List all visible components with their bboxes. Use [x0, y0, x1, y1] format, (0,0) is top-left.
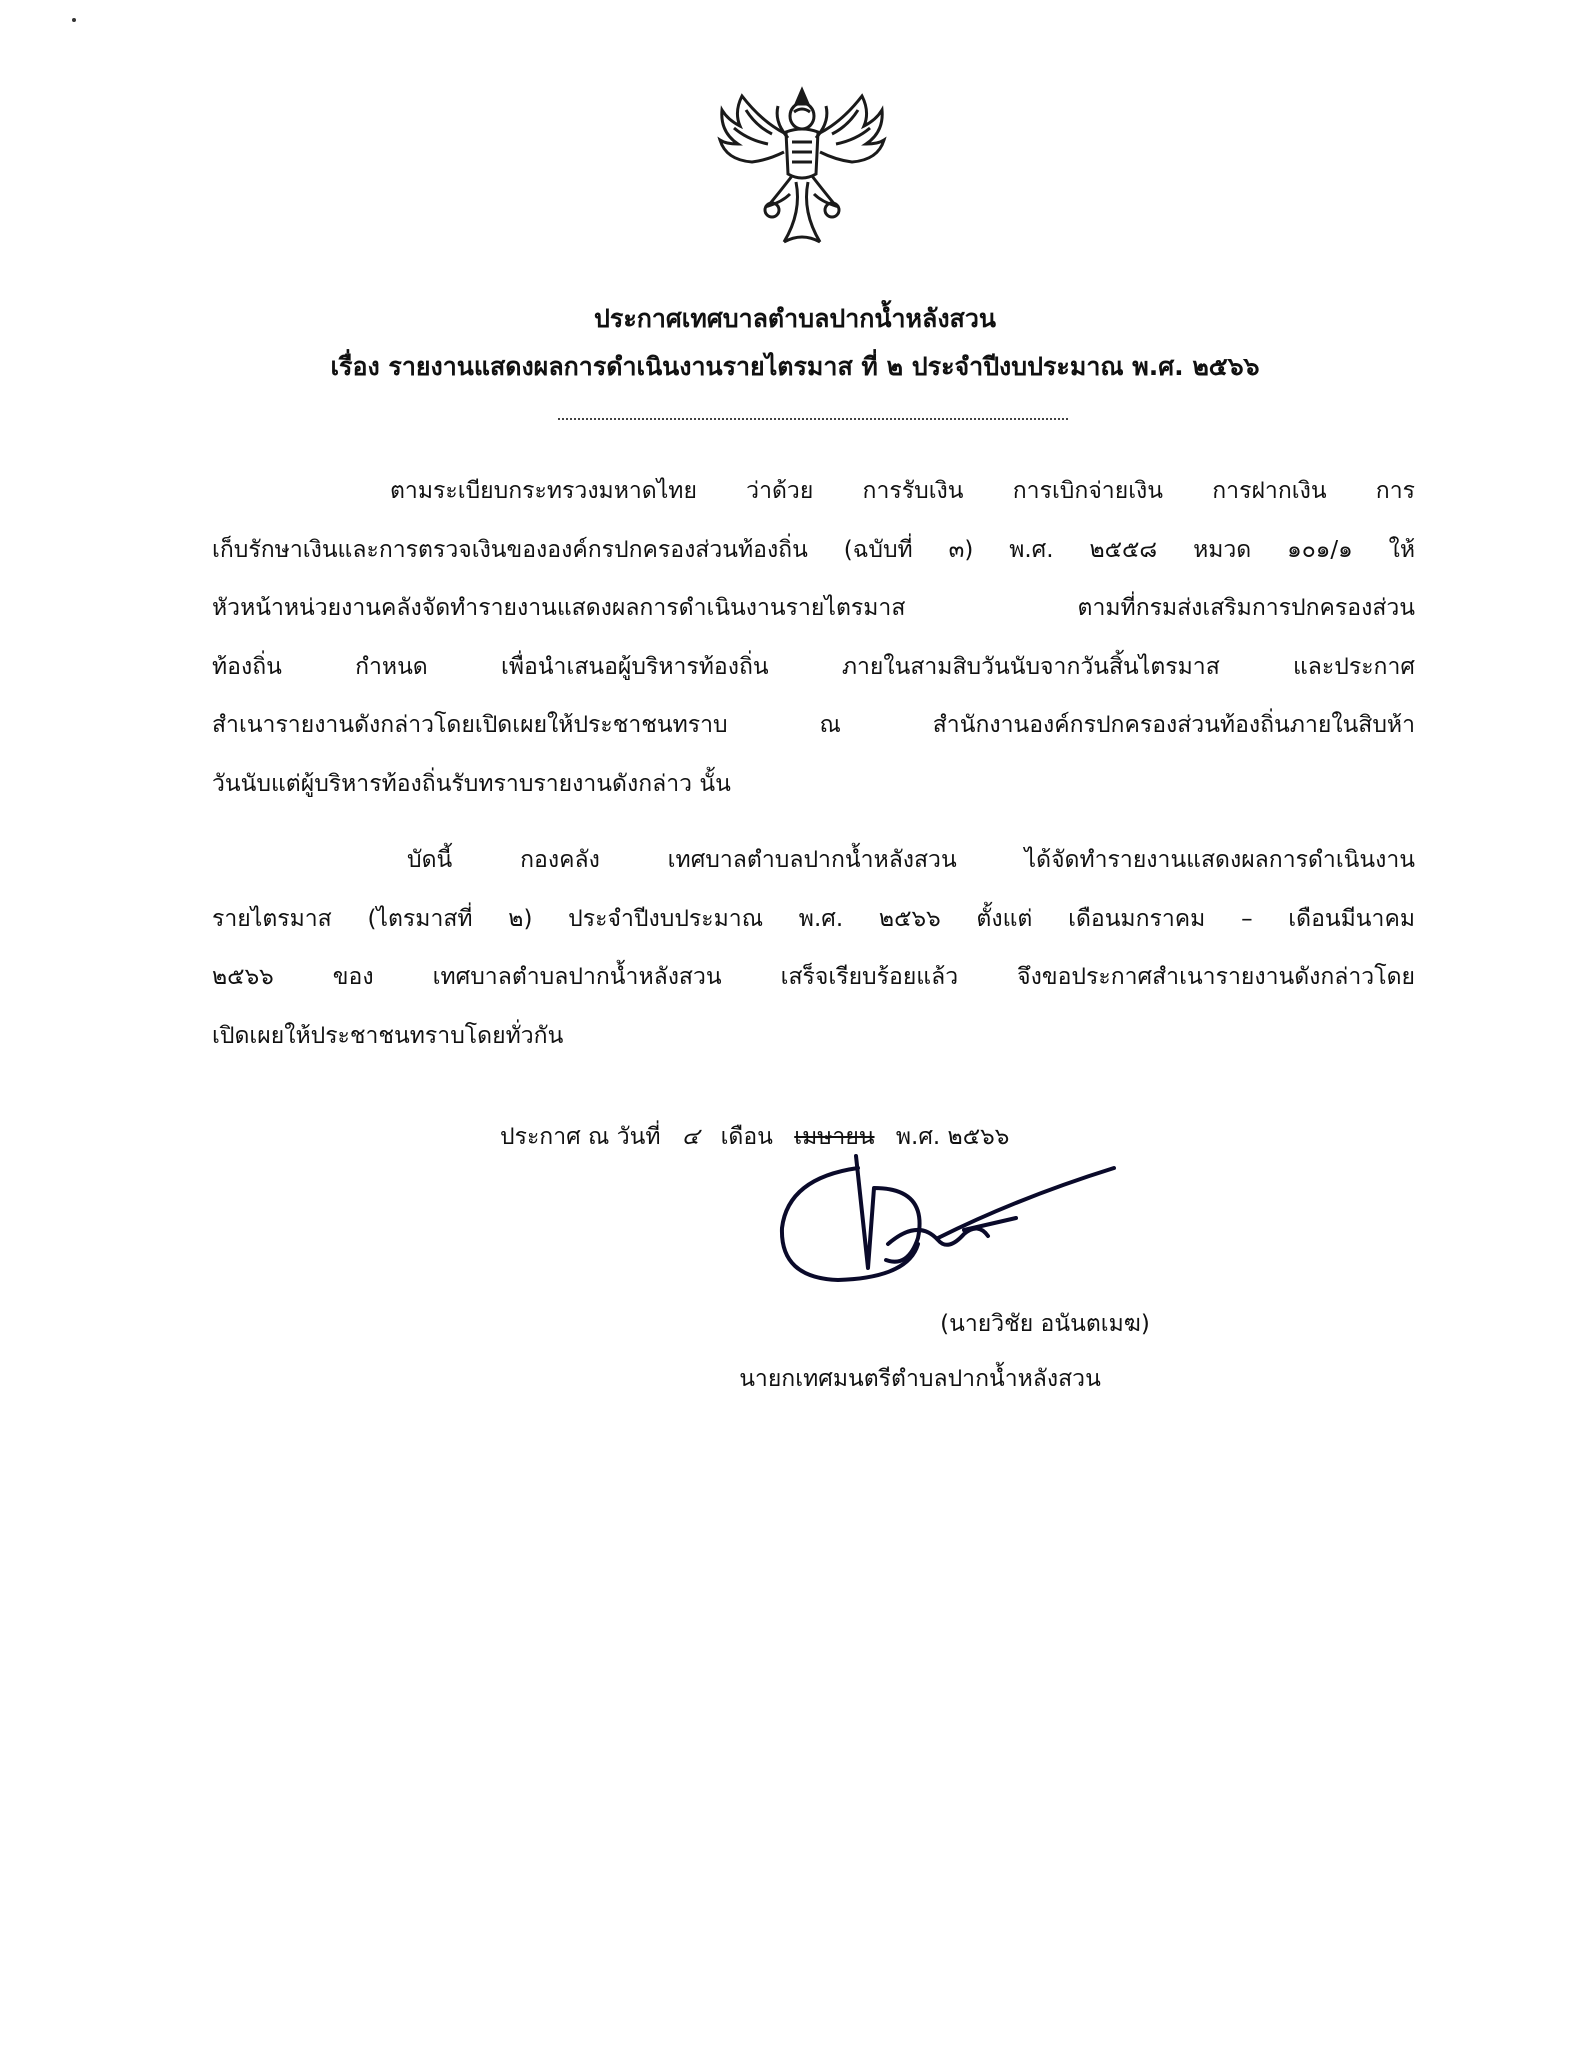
dotted-divider	[558, 418, 1068, 420]
date-month-label: เดือน	[720, 1124, 773, 1150]
signer-name-row	[0, 1300, 1590, 1348]
date-day: ๔	[681, 1124, 700, 1150]
signer-position: นายกเทศมนตรีตำบลปากน้ำหลังสวน	[739, 1366, 1101, 1392]
garuda-emblem	[712, 82, 892, 252]
paragraph-2-line: รายไตรมาส (ไตรมาสที่ ๒) ประจำปีงบประมาณ พ.ศ. ๒๕๖๖ ตั้งแต่ เดือนมกราคม – เดือนมีนาคม	[212, 905, 1415, 932]
paragraph-1-line: หัวหน้าหน่วยงานคลังจัดทำรายงานแสดงผลการดำเนินงานรายไตรมาส ตามที่กรมส่งเสริมการปกครองส่วน	[212, 595, 1415, 621]
paragraph-1-line: สำเนารายงานดังกล่าวโดยเปิดเผยให้ประชาชนทราบ ณ สำนักงานองค์กรปกครองส่วนท้องถิ่นภายในสิบห้า	[212, 712, 1415, 738]
paragraph-1-line: วันนับแต่ผู้บริหารท้องถิ่นรับทราบรายงานดังกล่าว นั้น	[212, 770, 731, 797]
body-text	[212, 462, 1415, 1065]
announcement-subject: เรื่อง รายงานแสดงผลการดำเนินงานรายไตรมาส ที่ ๒ ประจำปีงบประมาณ พ.ศ. ๒๕๖๖	[330, 352, 1260, 381]
scan-speck	[72, 18, 76, 22]
paragraph-2-line: เปิดเผยให้ประชาชนทราบโดยทั่วกัน	[212, 1022, 564, 1049]
date-year: พ.ศ. ๒๕๖๖	[895, 1124, 1010, 1150]
document-heading	[0, 295, 1590, 391]
announcement-title: ประกาศเทศบาลตำบลปากน้ำหลังสวน	[594, 304, 996, 333]
paragraph-2-line: ๒๕๖๖ ของ เทศบาลตำบลปากน้ำหลังสวน เสร็จเรียบร้อยแล้ว จึงขอประกาศสำเนารายงานดังกล่าวโดย	[212, 964, 1415, 990]
paragraph-1-line: ตามระเบียบกระทรวงมหาดไทย ว่าด้วย การรับเงิน การเบิกจ่ายเงิน การฝากเงิน การ	[390, 478, 1415, 504]
date-month: เมษายน	[794, 1124, 875, 1150]
handwritten-signature	[768, 1148, 1128, 1298]
paragraph-2-line: บัดนี้ กองคลัง เทศบาลตำบลปากน้ำหลังสวน ได้จัดทำรายงานแสดงผลการดำเนินงาน	[407, 847, 1415, 873]
paragraph-1-line: เก็บรักษาเงินและการตรวจเงินขององค์กรปกครองส่วนท้องถิ่น (ฉบับที่ ๓) พ.ศ. ๒๕๕๘ หมวด ๑๐๑/๑ ให้	[212, 536, 1415, 563]
date-prefix: ประกาศ ณ วันที่	[500, 1124, 661, 1150]
signer-name: (นายวิชัย อนันตเมฆ)	[940, 1311, 1150, 1337]
paragraph-1-line: ท้องถิ่น กำหนด เพื่อนำเสนอผู้บริหารท้องถิ่น ภายในสามสิบวันนับจากวันสิ้นไตรมาส และประกาศ	[212, 653, 1415, 680]
